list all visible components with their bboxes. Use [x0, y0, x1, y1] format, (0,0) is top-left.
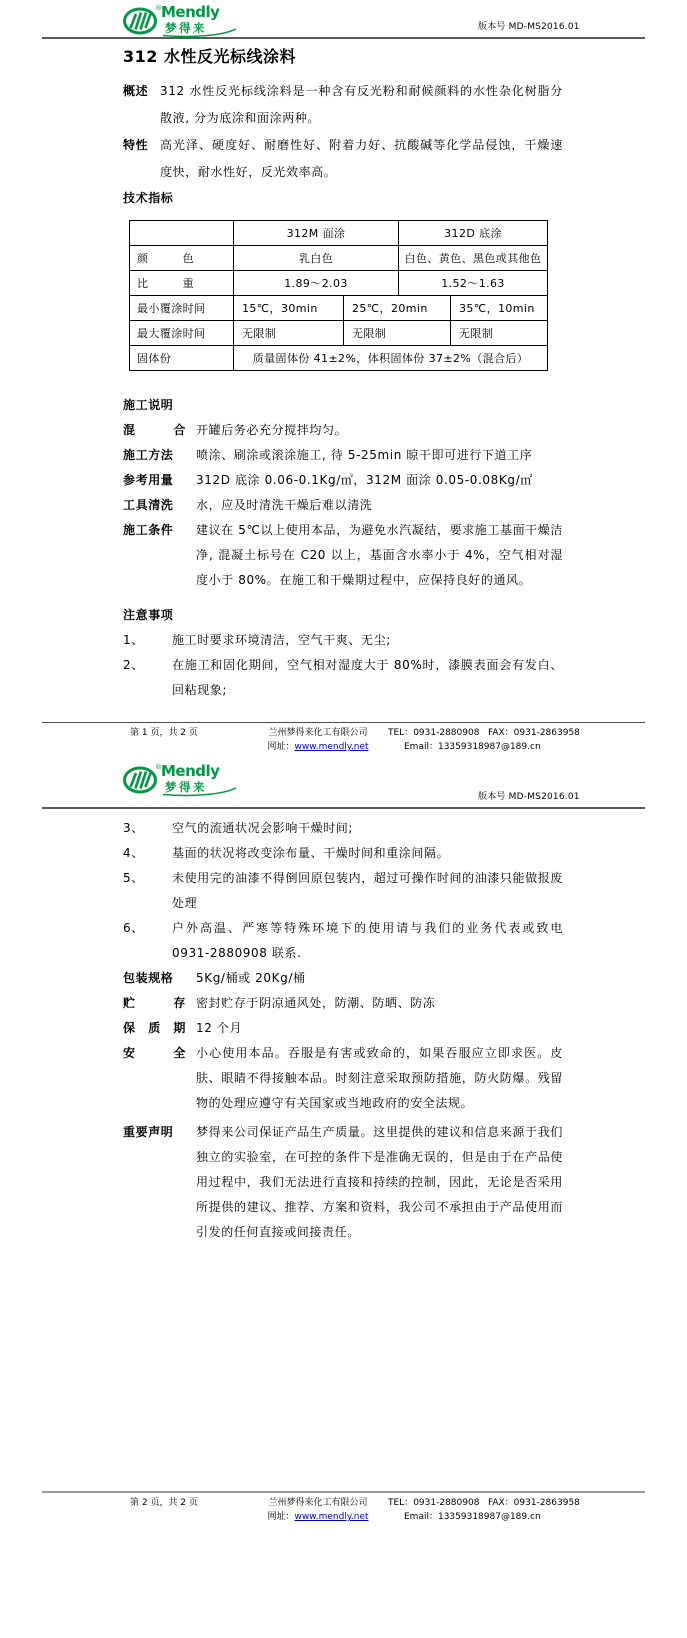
method-text: 喷涂、刷涂或滚涂施工, 待 5-25min 晾干即可进行下道工序 [196, 448, 533, 462]
gravity-value-m: 1.89～2.03 [234, 271, 399, 296]
mendly-logo [123, 761, 243, 797]
note-text: 未使用完的油漆不得倒回原包装内，超过可操作时间的油漆只能做报废处理 [172, 871, 563, 910]
construction-row-conditions [123, 518, 563, 593]
packaging-label: 包装规格 [123, 971, 174, 985]
footer-fax: FAX：0931-2863958 [488, 1498, 580, 1508]
method-label: 施工方法 [123, 448, 174, 462]
footer-page-info: 第 2 页，共 2 页 [130, 1498, 198, 1508]
min-recoat-15c: 15℃，30min [234, 296, 344, 321]
note-item-6 [123, 916, 563, 966]
page-1-content [123, 46, 563, 703]
color-value-d: 白色、黄色、黑色或其他色 [399, 246, 548, 271]
features-text: 高光泽、硬度好、耐磨性好、附着力好、抗酸碱等化学品侵蚀，干燥速度快，耐水性好，反光效率高。 [160, 138, 563, 179]
conditions-label: 施工条件 [123, 523, 174, 537]
note-number: 2、 [123, 658, 144, 672]
color-value-m: 乳白色 [234, 246, 399, 271]
brand-name-en: Mendly [161, 762, 220, 780]
cleaning-text: 水，应及时清洗干燥后难以清洗 [196, 498, 373, 512]
features-label: 特性 [123, 138, 149, 152]
note-text: 施工时要求环境清洁，空气干爽、无尘; [172, 633, 391, 647]
conditions-text: 建议在 5℃以上使用本品，为避免水汽凝结，要求施工基面干燥洁净, 混凝土标号在 C20 以上，基面含水率小于 4%，空气相对湿度小于 80%。在施工和干燥期过程中，应保持良好的通风。 [196, 523, 563, 587]
overview-row [123, 78, 563, 132]
features-row [123, 132, 563, 186]
footer-spacer [130, 740, 248, 754]
table-row-solids [130, 346, 548, 371]
table-row-color [130, 246, 548, 271]
header-rule [42, 37, 645, 39]
shelf-life-label: 保 质 期 [123, 1021, 187, 1035]
header-rule [42, 807, 645, 809]
registered-mark: ® [155, 763, 162, 771]
solids-value: 质量固体份 41±2%，体积固体份 37±2%（混合后） [234, 346, 548, 371]
footer-fax: FAX：0931-2863958 [488, 728, 580, 738]
storage-row [123, 991, 563, 1016]
footer-website-link[interactable]: www.mendly.net [294, 1512, 369, 1522]
table-header-312m: 312M 面涂 [234, 221, 399, 246]
max-recoat-3: 无限制 [451, 321, 548, 346]
table-corner-cell [130, 221, 234, 246]
note-item-4 [123, 841, 563, 866]
overview-label: 概述 [123, 84, 149, 98]
spec-table [129, 220, 548, 371]
mendly-logo-icon [123, 2, 243, 38]
table-header-312d: 312D 底涂 [399, 221, 548, 246]
footer-company: 兰州梦得来化工有限公司 [268, 1498, 368, 1508]
notes-heading: 注意事项 [123, 608, 174, 622]
note-text: 户外高温、严寒等特殊环境下的使用请与我们的业务代表或致电 0931-2880908 联系. [172, 921, 563, 960]
registered-mark: ® [155, 4, 162, 12]
storage-label: 贮 存 [123, 996, 187, 1010]
document-title: 312 水性反光标线涂料 [123, 47, 296, 66]
color-label: 颜 色 [130, 246, 234, 271]
footer-website [248, 1510, 388, 1524]
min-recoat-35c: 35℃，10min [451, 296, 548, 321]
cleaning-label: 工具清洗 [123, 498, 174, 512]
construction-row-cleaning [123, 493, 563, 518]
footer-email: Email：13359318987@189.cn [404, 1512, 541, 1522]
footer-tel: TEL：0931-2880908 [388, 1498, 480, 1508]
construction-row-dosage [123, 468, 563, 493]
footer-company: 兰州梦得来化工有限公司 [268, 728, 368, 738]
note-item-2 [123, 653, 563, 703]
solids-label: 固体份 [130, 346, 234, 371]
mixing-label: 混 合 [123, 423, 187, 437]
note-number: 4、 [123, 846, 144, 860]
note-number: 6、 [123, 921, 144, 935]
mendly-logo-icon [123, 761, 243, 797]
page-2-content [123, 816, 563, 1245]
footer-tel: TEL：0931-2880908 [388, 728, 480, 738]
footer-page-info: 第 1 页，共 2 页 [130, 728, 198, 738]
footer-website-link[interactable]: www.mendly.net [294, 742, 369, 752]
max-recoat-2: 无限制 [344, 321, 451, 346]
table-row-min-recoat [130, 296, 548, 321]
note-text: 在施工和固化期间，空气相对湿度大于 80%时，漆膜表面会有发白、回粘现象; [172, 658, 563, 697]
page-2-footer [42, 1491, 645, 1524]
mendly-logo [123, 2, 243, 38]
footer-website-label: 网址： [267, 1512, 295, 1522]
note-text: 空气的流通状况会影响干燥时间; [172, 821, 354, 835]
footer-website-label: 网址： [267, 742, 295, 752]
safety-label: 安 全 [123, 1046, 187, 1060]
min-recoat-25c: 25℃，20min [344, 296, 451, 321]
gravity-label: 比 重 [130, 271, 234, 296]
tech-indicators-heading: 技术指标 [123, 191, 174, 205]
min-recoat-label: 最小覆涂时间 [130, 296, 234, 321]
shelf-life-row [123, 1016, 563, 1041]
safety-text: 小心使用本品。吞服是有害或致命的，如果吞服应立即求医。皮肤、眼睛不得接触本品。时刻注意采取预防措施，防火防爆。残留物的处理应遵守有关国家或当地政府的安全法规。 [196, 1046, 563, 1110]
version-label: 版本号 MD-MS2016.01 [478, 22, 580, 32]
table-row-header [130, 221, 548, 246]
max-recoat-1: 无限制 [234, 321, 344, 346]
table-row-max-recoat [130, 321, 548, 346]
overview-text: 312 水性反光标线涂料是一种含有反光粉和耐候颜料的水性杂化树脂分散液, 分为底涂和面涂两种。 [160, 84, 563, 125]
brand-name-en: Mendly [161, 3, 220, 21]
footer-website [248, 740, 388, 754]
note-item-3 [123, 816, 563, 841]
shelf-life-text: 12 个月 [196, 1021, 243, 1035]
dosage-label: 参考用量 [123, 473, 174, 487]
storage-text: 密封贮存于阴凉通风处，防潮、防晒、防冻 [196, 996, 436, 1010]
packaging-row [123, 966, 563, 991]
mixing-text: 开罐后务必充分搅拌均匀。 [196, 423, 348, 437]
version-label: 版本号 MD-MS2016.01 [478, 792, 580, 802]
table-row-gravity [130, 271, 548, 296]
construction-row-method [123, 443, 563, 468]
gravity-value-d: 1.52～1.63 [399, 271, 548, 296]
dosage-text: 312D 底涂 0.06-0.1Kg/㎡，312M 面涂 0.05-0.08Kg/㎡ [196, 473, 533, 487]
note-number: 1、 [123, 633, 144, 647]
note-number: 5、 [123, 871, 144, 885]
disclaimer-row [123, 1120, 563, 1245]
footer-spacer [130, 1510, 248, 1524]
construction-row-mixing [123, 418, 563, 443]
safety-row [123, 1041, 563, 1116]
disclaimer-text: 梦得来公司保证产品生产质量。这里提供的建议和信息来源于我们独立的实验室，在可控的条件下是准确无误的，但是由于在产品使用过程中，我们无法进行直接和持续的控制，因此，无论是否采用所提供的建议、推荐、方案和资料，我公司不承担由于产品使用而引发的任何直接或间接责任。 [196, 1125, 563, 1239]
disclaimer-label: 重要声明 [123, 1125, 174, 1139]
note-number: 3、 [123, 821, 144, 835]
page-1-footer [42, 722, 645, 754]
brand-name-cn: 梦得来 [165, 21, 207, 35]
brand-name-cn: 梦得来 [165, 780, 207, 794]
max-recoat-label: 最大覆涂时间 [130, 321, 234, 346]
construction-heading: 施工说明 [123, 398, 174, 412]
note-item-5 [123, 866, 563, 916]
packaging-text: 5Kg/桶或 20Kg/桶 [196, 971, 306, 985]
note-text: 基面的状况将改变涂布量、干燥时间和重涂间隔。 [172, 846, 450, 860]
footer-email: Email：13359318987@189.cn [404, 742, 541, 752]
note-item-1 [123, 628, 563, 653]
